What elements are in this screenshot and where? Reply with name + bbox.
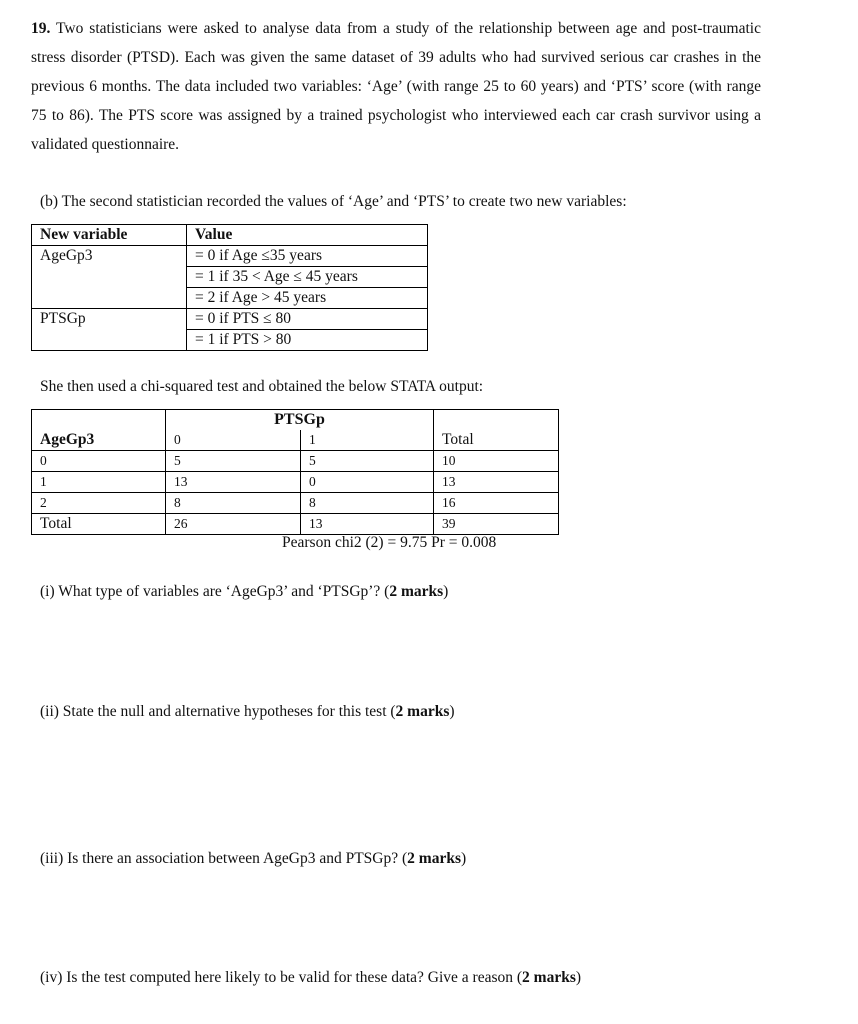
ptsgp-value: = 1 if PTS > 80 [187,330,428,351]
table-row [32,410,559,431]
cell: 5 [166,451,301,472]
question-iii: (iii) Is there an association between AgeGp3 and PTSGp? (2 marks) [40,850,467,867]
table-row [32,514,559,535]
stata-table [31,409,559,535]
table-row [32,267,428,288]
question-intro-text: Two statisticians were asked to analyse data from a study of the relationship between age and post-traumatic stress disorder (PTSD). Each was given the same dataset of 39 adults who had survived serious car crashes in the previous 6 months. The data included two variables: ‘Age’ (with range 25 to 60 years) and ‘PTS’ score (with range 75 to 86). The PTS score was assigned by a trained psychologist who interviewed each car crash survivor using a validated questionnaire. [31,20,761,153]
table-row [32,309,428,330]
table-row [32,246,428,267]
table-row [32,330,428,351]
cell-total: 10 [434,451,559,472]
recode-table [31,224,428,351]
cell: 5 [301,451,434,472]
cell: 8 [301,493,434,514]
agegp-name: AgeGp3 [32,246,187,267]
agegp-value: = 0 if Age ≤35 years [187,246,428,267]
part-b-text: (b) The second statistician recorded the values of ‘Age’ and ‘PTS’ to create two new variables: [40,193,627,210]
question-iv: (iv) Is the test computed here likely to be valid for these data? Give a reason (2 marks) [40,969,582,986]
cell-total: 16 [434,493,559,514]
row-label: 0 [32,451,166,472]
cell: 13 [301,514,434,535]
agegp-value: = 2 if Age > 45 years [187,288,428,309]
header-value: Value [187,225,428,246]
table-row [32,472,559,493]
agegp-value: = 1 if 35 < Age ≤ 45 years [187,267,428,288]
ptsgp-name: PTSGp [32,309,187,330]
question-intro [31,14,761,159]
cell-total: 13 [434,472,559,493]
col-header-total: Total [434,430,559,451]
table-row [32,430,559,451]
col-header: 1 [301,430,434,451]
row-var-label: AgeGp3 [32,430,166,451]
col-header: 0 [166,430,301,451]
stata-intro: She then used a chi-squared test and obtained the below STATA output: [40,378,484,395]
cell: 26 [166,514,301,535]
table-row [32,288,428,309]
row-label: 1 [32,472,166,493]
header-new-variable: New variable [32,225,187,246]
col-var-label: PTSGp [166,410,434,431]
row-label: 2 [32,493,166,514]
row-label-total: Total [32,514,166,535]
pearson-result: Pearson chi2 (2) = 9.75 Pr = 0.008 [282,534,497,551]
cell: 0 [301,472,434,493]
cell-grand-total: 39 [434,514,559,535]
question-ii: (ii) State the null and alternative hypotheses for this test (2 marks) [40,703,455,720]
question-i: (i) What type of variables are ‘AgeGp3’ and ‘PTSGp’? (2 marks) [40,583,449,600]
table-row [32,493,559,514]
table-row [32,225,428,246]
table-row [32,451,559,472]
ptsgp-value: = 0 if PTS ≤ 80 [187,309,428,330]
cell: 8 [166,493,301,514]
cell: 13 [166,472,301,493]
question-number: 19. [31,20,51,37]
